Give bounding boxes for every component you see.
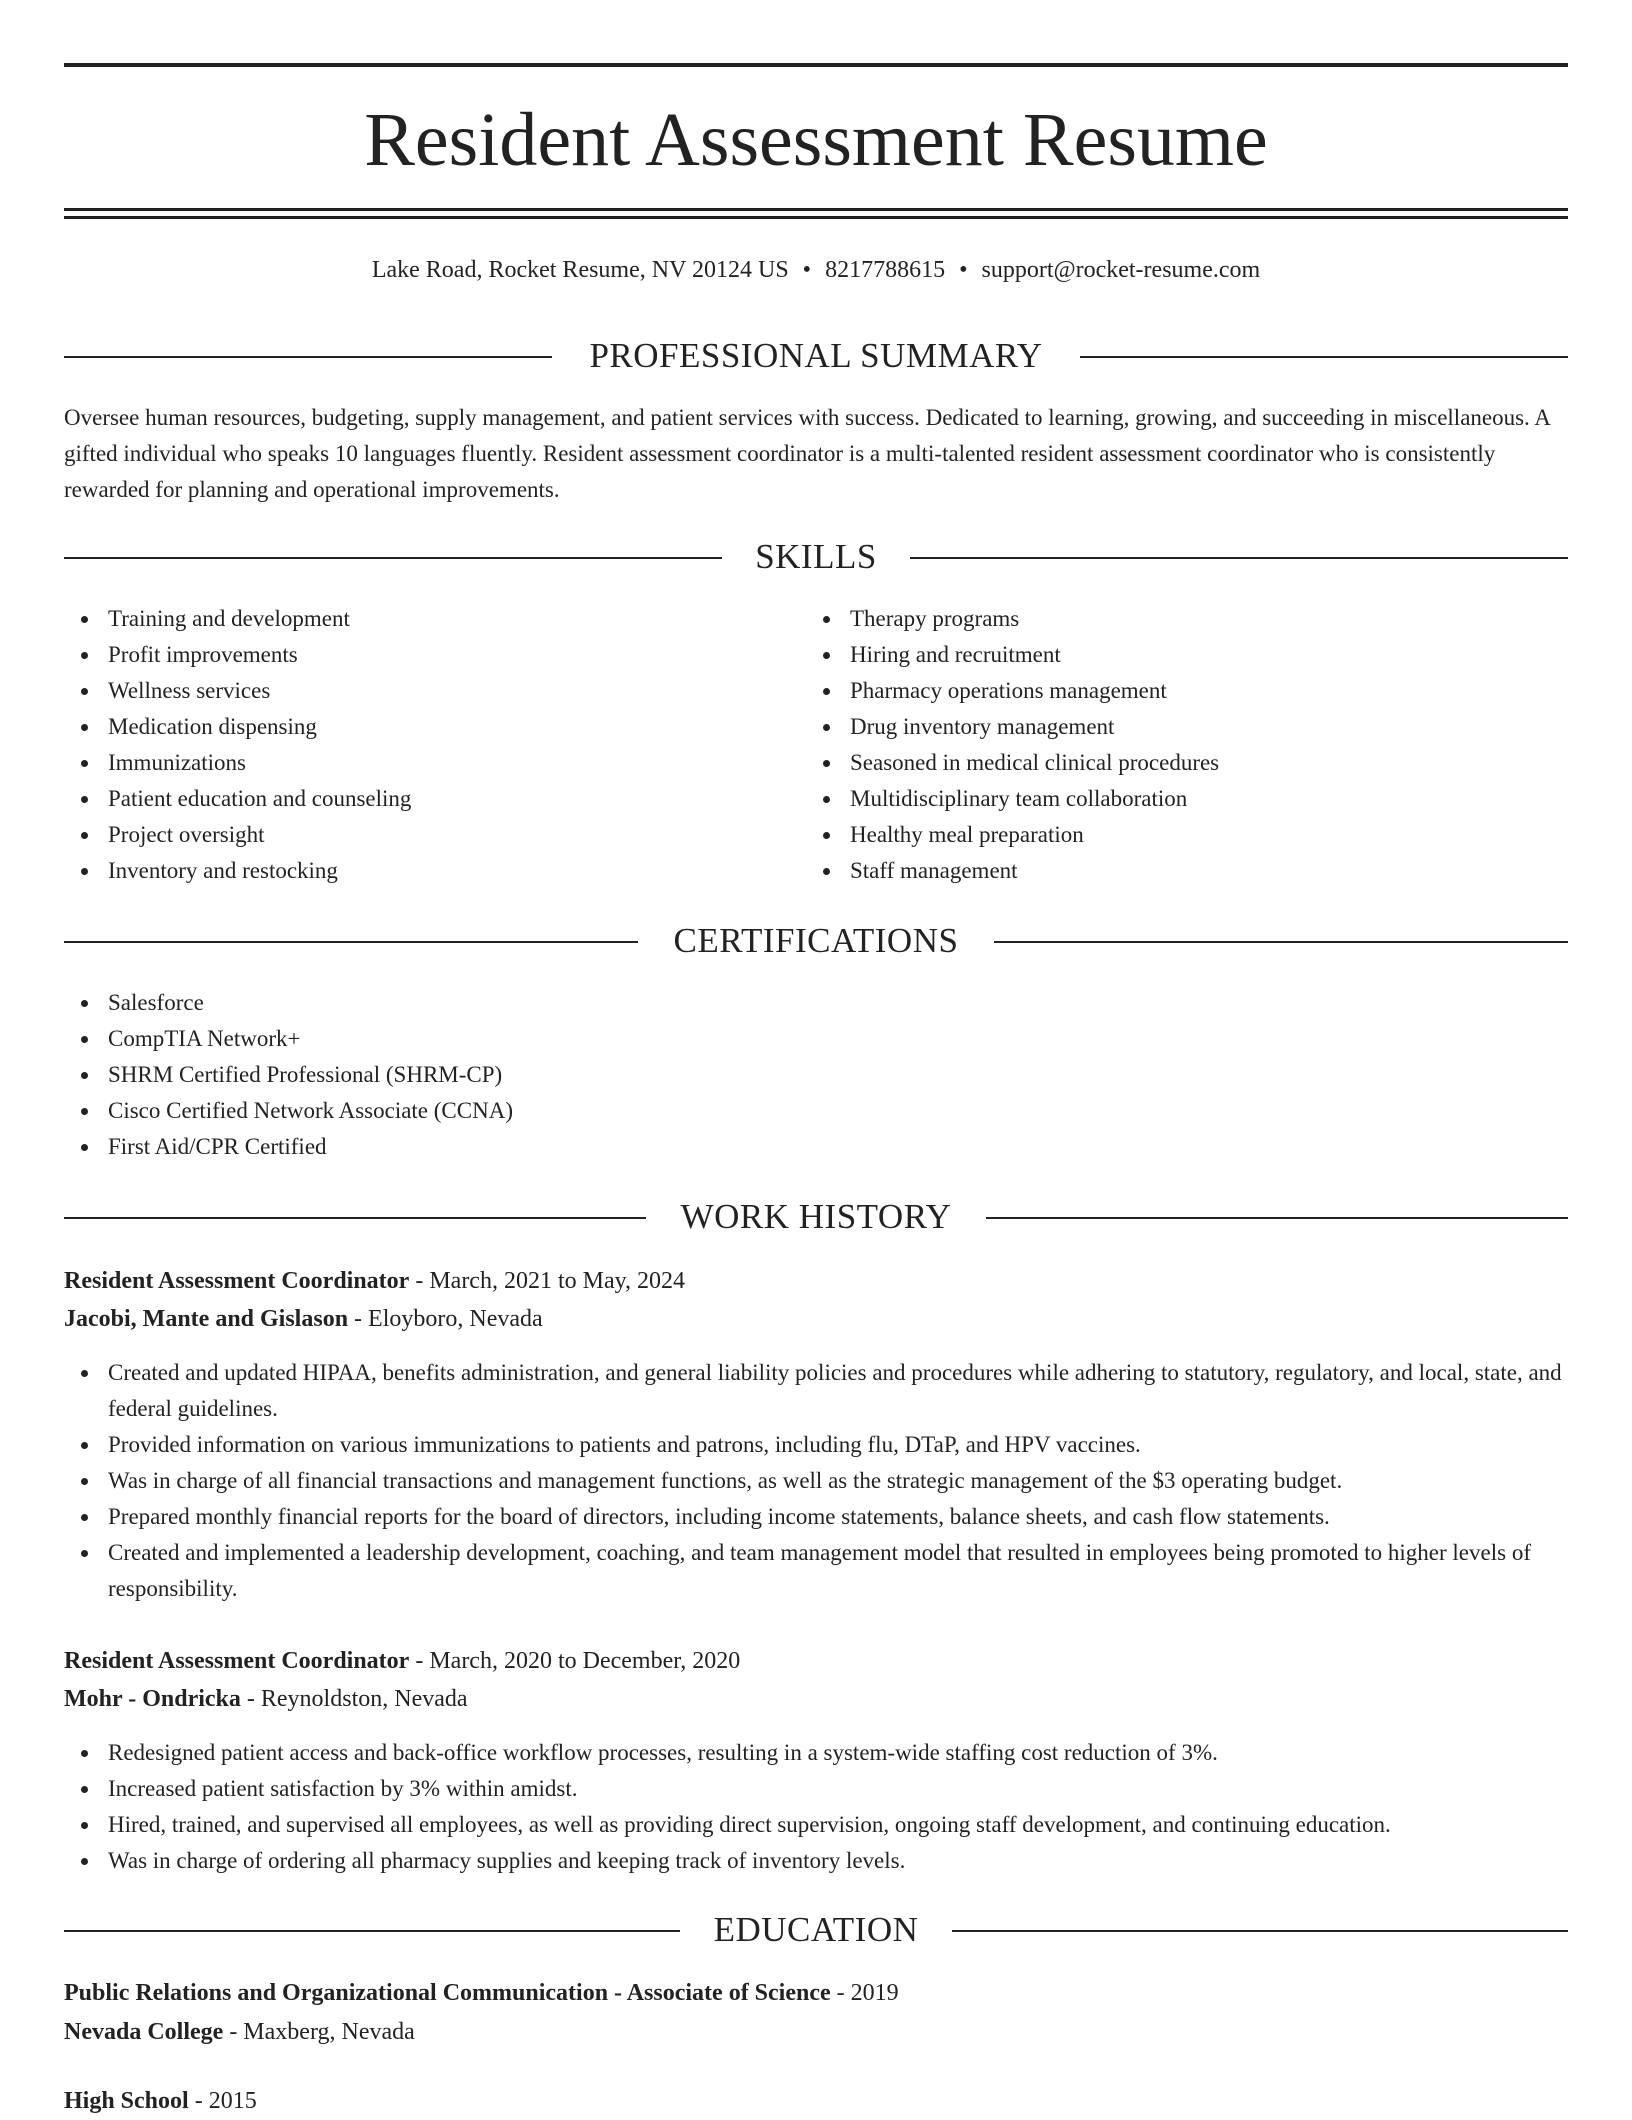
skills-list-left — [64, 601, 804, 889]
degree-year: - 2019 — [830, 1980, 899, 2006]
job-title-line — [64, 1262, 1568, 1300]
contact-address: Lake Road, Rocket Resume, NV 20124 US — [371, 257, 789, 283]
section-title: EDUCATION — [713, 1910, 919, 1949]
resume-name: Resident Assessment Resume — [364, 98, 1268, 182]
school-location: - Maxberg, Nevada — [223, 2019, 415, 2045]
skills-list-right — [806, 601, 1566, 889]
list-item: Patient education and counseling — [64, 781, 804, 817]
job-company-line — [64, 1680, 1568, 1718]
contact-separator: • — [959, 257, 968, 283]
job-dates: - March, 2021 to May, 2024 — [409, 1268, 686, 1294]
list-item: Healthy meal preparation — [806, 817, 1566, 853]
list-item: SHRM Certified Professional (SHRM-CP) — [64, 1057, 1568, 1093]
job-title: Resident Assessment Coordinator — [64, 1648, 410, 1674]
list-item: First Aid/CPR Certified — [64, 1129, 1568, 1165]
section-heading-summary — [64, 334, 1568, 378]
contact-line — [64, 254, 1568, 286]
section-heading-skills — [64, 535, 1568, 579]
list-item: Project oversight — [64, 817, 804, 853]
section-title: WORK HISTORY — [680, 1197, 952, 1236]
list-item: Hiring and recruitment — [806, 637, 1566, 673]
list-item: Created and updated HIPAA, benefits administration, and general liability policies and procedures while adhering to statutory, regulatory, and local, state, and federal guidelines. — [64, 1355, 1568, 1427]
job-title: Resident Assessment Coordinator — [64, 1268, 410, 1294]
top-rule — [64, 63, 1568, 67]
list-item: Pharmacy operations management — [806, 673, 1566, 709]
section-heading-work — [64, 1195, 1568, 1239]
contact-separator: • — [802, 257, 812, 283]
summary-text: Oversee human resources, budgeting, supply management, and patient services with success. Dedicated to learning, growing, and succeeding in miscellaneous. A gifted individual who speaks 10 languages fluently. Resident assessment coordinator is a multi-talented resident assessment coordinator who is consistently rewarded for planning and operational improvements. — [64, 405, 1550, 502]
list-item: Multidisciplinary team collaboration — [806, 781, 1566, 817]
job-company: Jacobi, Mante and Gislason — [64, 1306, 349, 1332]
degree-line — [64, 2082, 1568, 2120]
list-item: Prepared monthly financial reports for the board of directors, including income statements, balance sheets, and cash flow statements. — [64, 1499, 1568, 1535]
section-heading-education — [64, 1908, 1568, 1952]
list-item: Increased patient satisfaction by 3% within amidst. — [64, 1771, 1568, 1807]
list-item: Seasoned in medical clinical procedures — [806, 745, 1566, 781]
job-company: Mohr - Ondricka — [64, 1686, 241, 1712]
section-title: PROFESSIONAL SUMMARY — [589, 336, 1043, 375]
list-item: Redesigned patient access and back-office workflow processes, resulting in a system-wide staffing cost reduction of 3%. — [64, 1735, 1568, 1771]
job-title-line — [64, 1642, 1568, 1680]
certifications-list — [64, 985, 1568, 1165]
degree-name: High School — [64, 2088, 189, 2114]
list-item: Cisco Certified Network Associate (CCNA) — [64, 1093, 1568, 1129]
header-rule-lower — [64, 216, 1568, 219]
school-name: Nevada College — [64, 2019, 224, 2045]
section-title: SKILLS — [755, 537, 877, 576]
list-item: Was in charge of ordering all pharmacy supplies and keeping track of inventory levels. — [64, 1843, 1568, 1879]
list-item: Was in charge of all financial transactions and management functions, as well as the strategic management of the $3 operating budget. — [64, 1463, 1568, 1499]
job-bullets — [64, 1735, 1568, 1879]
list-item: CompTIA Network+ — [64, 1021, 1568, 1057]
job-bullets — [64, 1355, 1568, 1607]
list-item: Staff management — [806, 853, 1566, 889]
list-item: Drug inventory management — [806, 709, 1566, 745]
list-item: Created and implemented a leadership development, coaching, and team management model that resulted in employees being promoted to higher levels of responsibility. — [64, 1535, 1568, 1607]
section-heading-certifications — [64, 919, 1568, 963]
list-item: Training and development — [64, 601, 804, 637]
degree-name: Public Relations and Organizational Communication - Associate of Science — [64, 1980, 831, 2006]
contact-email[interactable]: support@rocket-resume.com — [981, 257, 1261, 283]
header-rule-upper — [64, 208, 1568, 211]
degree-line — [64, 1974, 1568, 2012]
job-location: - Reynoldston, Nevada — [240, 1686, 468, 1712]
list-item: Hired, trained, and supervised all employees, as well as providing direct supervision, ongoing staff development, and continuing education. — [64, 1807, 1568, 1843]
list-item: Therapy programs — [806, 601, 1566, 637]
job-company-line — [64, 1300, 1568, 1338]
list-item: Provided information on various immunizations to patients and patrons, including flu, DTaP, and HPV vaccines. — [64, 1427, 1568, 1463]
section-title: CERTIFICATIONS — [673, 921, 959, 960]
school-line — [64, 2013, 1568, 2051]
list-item: Profit improvements — [64, 637, 804, 673]
list-item: Immunizations — [64, 745, 804, 781]
contact-phone: 8217788615 — [825, 257, 946, 283]
list-item: Salesforce — [64, 985, 1568, 1021]
job-location: - Eloyboro, Nevada — [348, 1306, 543, 1332]
list-item: Medication dispensing — [64, 709, 804, 745]
job-dates: - March, 2020 to December, 2020 — [409, 1648, 741, 1674]
degree-year: - 2015 — [188, 2088, 257, 2114]
list-item: Inventory and restocking — [64, 853, 804, 889]
list-item: Wellness services — [64, 673, 804, 709]
